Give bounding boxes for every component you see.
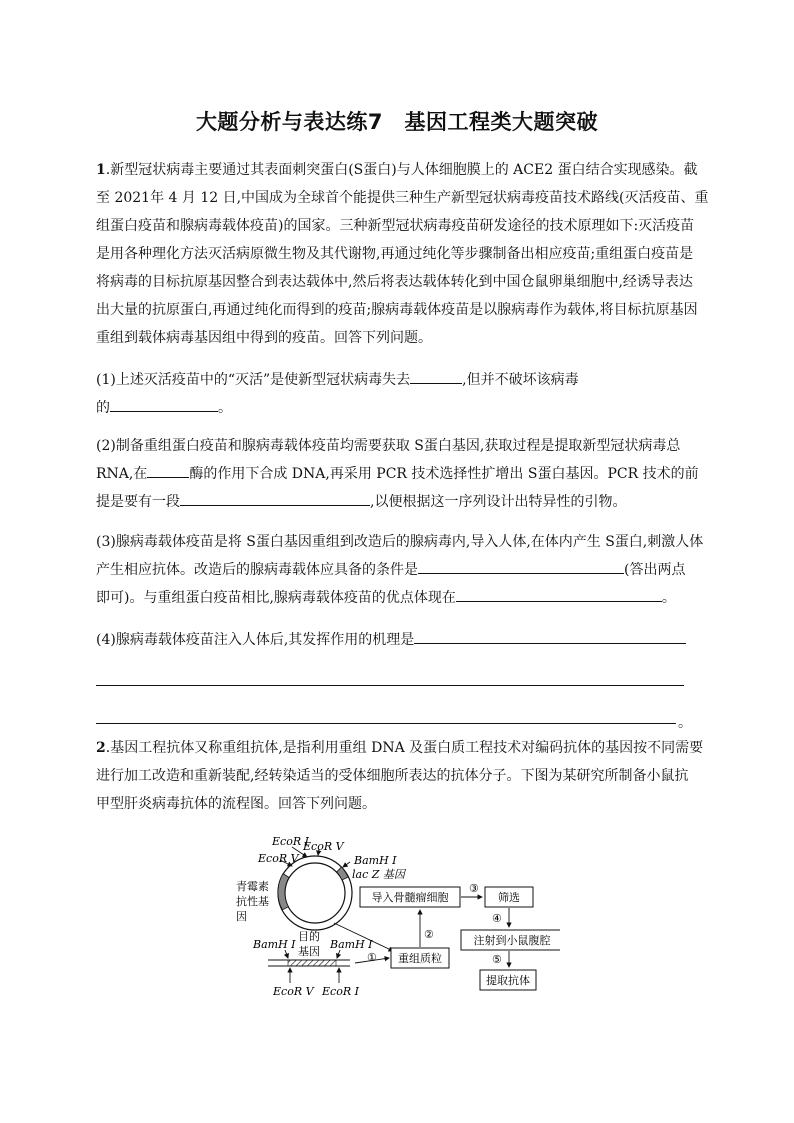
resistance-label-2: 抗性基: [236, 895, 269, 908]
answer-blank-3[interactable]: [147, 461, 189, 478]
site-label-bamhi-top: BamH Ⅰ: [354, 854, 397, 867]
site-label-ecorv-left: EcoR Ⅴ: [258, 852, 299, 865]
site-label-ecori-top: EcoR Ⅰ: [272, 835, 309, 848]
question-1-part-4: [96, 626, 698, 654]
answer-line-9[interactable]: [96, 722, 676, 724]
question-1-part-1: [96, 366, 698, 422]
import-myeloma-label: 导入骨髓瘤细胞: [371, 891, 449, 904]
q1-line-2: 至 2021年 4 月 12 日,中国成为全球首个能提供三种生产新型冠状病毒疫苗技术路线(灭活疫苗、重: [96, 190, 709, 206]
question-number-2: 2: [96, 740, 106, 756]
q1-part2-text-e: ,以便根据这一序列设计出特异性的引物。: [370, 494, 627, 510]
box-extract-antibody: [480, 970, 536, 990]
q1-part3-text-e: 。: [661, 590, 676, 606]
step-1-label: ①: [367, 951, 377, 964]
answer-blank-1[interactable]: [410, 367, 462, 384]
lacz-label: lac Z 基因: [352, 868, 405, 881]
question-2: 2.基因工程抗体又称重组抗体,是指利用重组 DNA 及蛋白质工程技术对编码抗体的基因按不同需要 进行加工改造和重新装配,经转染适当的受体细胞所表达的抗体分子。下图为某研究所制备小鼠抗 甲型肝炎病毒抗体的流程图。回答下列问题。: [96, 734, 698, 818]
q2-line-2: 进行加工改造和重新装配,经转染适当的受体细胞所表达的抗体分子。下图为某研究所制备小鼠抗: [96, 768, 689, 784]
answer-blank-7[interactable]: [414, 627, 686, 644]
q1-part2-text-c: 酶的作用下合成 DNA,再采用 PCR 技术选择性扩增出 S蛋白基因。PCR 技术的前: [189, 466, 699, 482]
answer-line-8[interactable]: [96, 684, 684, 686]
inject-mouse-label: 注射到小鼠腹腔: [473, 934, 551, 947]
target-dna: [268, 960, 350, 966]
box-recombinant-plasmid: [391, 948, 449, 968]
q1-part3-text-b: 产生相应抗体。改造后的腺病毒载体应具备的条件是: [96, 562, 418, 578]
q1-part2-line-1: (2)制备重组蛋白疫苗和腺病毒载体疫苗均需要获取 S蛋白基因,获取过程是提取新型冠状病毒总: [96, 438, 681, 454]
q1-part2-text-d: 提是要有一段: [96, 494, 180, 510]
q1-line-4: 是用各种理化方法灭活病原微生物及其代谢物,再通过纯化等步骤制备出相应疫苗;重组蛋白疫苗是: [96, 246, 694, 262]
answer-blank-5[interactable]: [418, 557, 624, 574]
q1-line-6: 出大量的抗原蛋白,再通过纯化而得到的疫苗;腺病毒载体疫苗是以腺病毒作为载体,将目标抗原基因: [96, 302, 698, 318]
target-gene-label-2: 基因: [298, 945, 320, 958]
q1-line-1: 1.新型冠状病毒主要通过其表面刺突蛋白(S蛋白)与人体细胞膜上的 ACE2 蛋白结合实现感染。截: [96, 162, 698, 178]
q1-part4-end: 。: [678, 715, 692, 731]
site-label-ecorv-top: EcoR Ⅴ: [303, 840, 344, 853]
recombinant-plasmid-label: 重组质粒: [398, 952, 442, 965]
resistance-label-3: 因: [236, 910, 247, 923]
recombinant-antibody-flow-diagram: [230, 828, 560, 1000]
target-gene-label-1: 目的: [298, 930, 320, 943]
q2-line-3: 甲型肝炎病毒抗体的流程图。回答下列问题。: [96, 796, 376, 812]
plasmid: [278, 856, 352, 930]
site-label-bamhi-right: BamH Ⅰ: [330, 938, 373, 951]
q1-line-5: 将病毒的目标抗原基因整合到表达载体中,然后将表达载体转化到中国仓鼠卵巢细胞中,经诱导表达: [96, 274, 693, 290]
q1-part1-text-d: 。: [218, 400, 232, 416]
target-gene-segment: [288, 960, 336, 966]
q1-part3-text-d: 即可)。与重组蛋白疫苗相比,腺病毒载体疫苗的优点体现在: [96, 590, 456, 606]
lacz-gene-segment: [337, 867, 348, 880]
box-inject-mouse: [461, 930, 560, 950]
page-title: 大题分析与表达练7 基因工程类大题突破: [195, 110, 599, 134]
q1-part4-text-a: (4)腺病毒载体疫苗注入人体后,其发挥作用的机理是: [96, 632, 415, 648]
site-label-ecorv-bottom: EcoR Ⅴ: [273, 985, 314, 998]
screening-label: 筛选: [498, 891, 520, 904]
resistance-gene-segment: [278, 874, 289, 910]
question-1-intro: [96, 156, 709, 352]
question-1-part-3: [96, 528, 704, 612]
resistance-label-1: 青霉素: [236, 880, 269, 893]
q1-part2-text-b: RNA,在: [96, 466, 148, 482]
q1-part1-text-a: (1)上述灭活疫苗中的“灭活”是使新型冠状病毒失去: [96, 372, 411, 388]
q1-line-3: 组蛋白疫苗和腺病毒载体疫苗)的国家。三种新型冠状病毒疫苗研发途径的技术原理如下:灭活疫苗: [96, 218, 695, 234]
q1-line-7: 重组到载体病毒基因组中得到的疫苗。回答下列问题。: [96, 330, 432, 346]
extract-antibody-label: 提取抗体: [486, 974, 530, 987]
step-3-label: ③: [469, 882, 479, 895]
box-screening: [485, 887, 533, 907]
box-import-myeloma: [360, 887, 460, 907]
site-label-ecori-bottom: EcoR Ⅰ: [322, 985, 359, 998]
answer-blank-4[interactable]: [180, 489, 370, 506]
question-number: 1: [96, 162, 106, 178]
q1-part1-text-b: ,但并不破坏该病毒: [462, 372, 579, 388]
step-5-label: ⑤: [492, 953, 502, 966]
step-2-label: ②: [424, 928, 434, 941]
q1-part3-text-c: (答出两点: [624, 562, 686, 578]
answer-blank-6[interactable]: [456, 585, 662, 602]
question-1-part-2: [96, 432, 698, 516]
q1-part1-text-c: 的: [96, 400, 110, 416]
site-label-bamhi-left: BamH Ⅰ: [253, 938, 296, 951]
answer-blank-2[interactable]: [110, 395, 218, 412]
step-4-label: ④: [492, 912, 502, 925]
q1-part3-line-1: (3)腺病毒载体疫苗是将 S蛋白基因重组到改造后的腺病毒内,导入人体,在体内产生 S蛋白,刺激人体: [96, 534, 704, 550]
